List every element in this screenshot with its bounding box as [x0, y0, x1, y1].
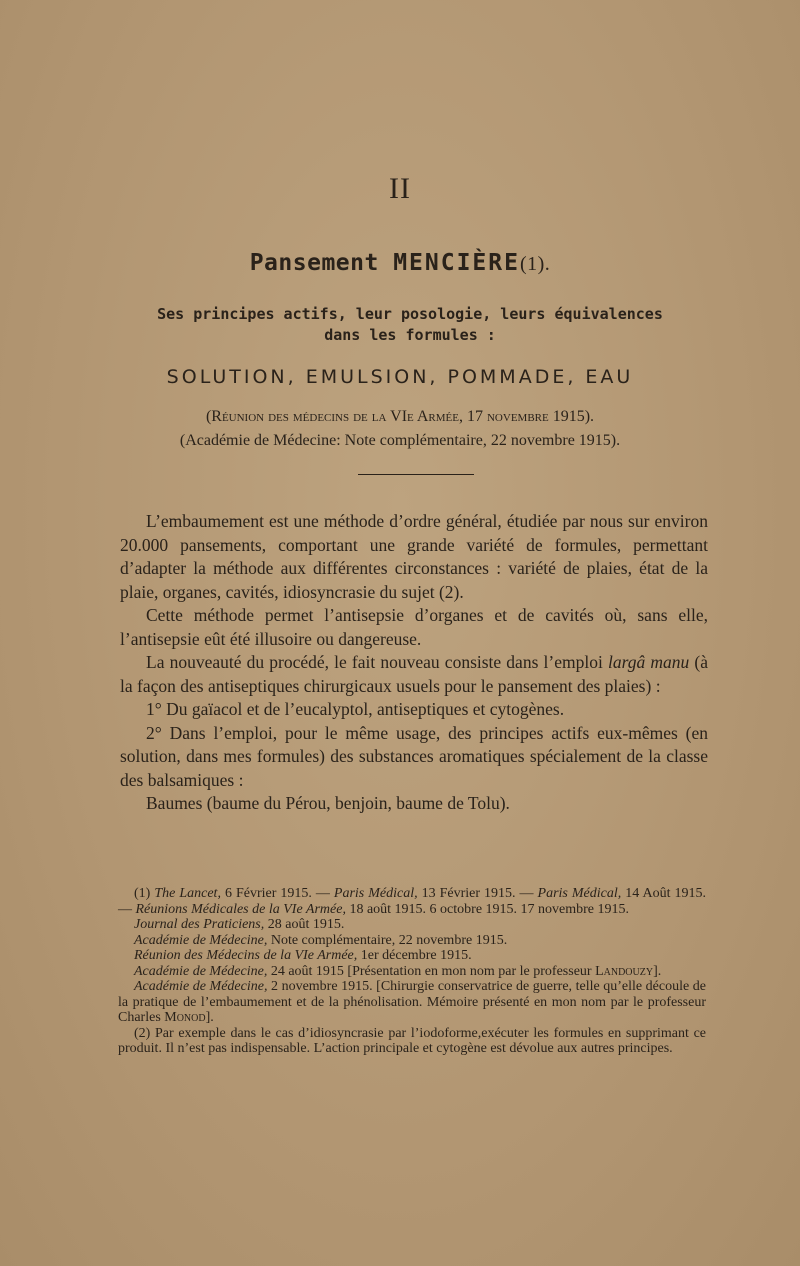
footnote-academie-1-source: Académie de Médecine,: [134, 932, 268, 948]
chapter-number: II: [389, 172, 411, 205]
footnotes: [118, 886, 706, 1057]
footnote-reunion: [118, 948, 706, 964]
footnote-academie-3-text: 2 novembre 1915. [Chirurgie conservatrice de guerre, telle qu’elle découle de la pratique de l’embaumement et de la phénolisation. Mémoire présenté en mon nom par le professeur Charles: [118, 979, 706, 1025]
footnote-academie-1: [118, 933, 706, 949]
footnote-1-source-d: Réunions Médicales de la VIe Armée,: [135, 901, 346, 917]
paragraph-6: Baumes (baume du Pérou, benjoin, baume de Tolu).: [146, 793, 510, 813]
section-subtitle: [110, 304, 710, 346]
footnote-academie-3-end: ].: [205, 1010, 214, 1025]
paragraph-2: Cette méthode permet l’antisepsie d’organes et de cavités où, sans elle, l’antisepsie eût été illusoire ou dangereuse.: [120, 605, 708, 649]
footnote-1-date-a: 6 Février 1915. —: [220, 886, 334, 901]
meeting-year: 1915).: [552, 408, 595, 425]
paragraph-3-start: La nouveauté du procédé, le fait nouveau consiste dans l’emploi: [146, 652, 608, 672]
formats-heading: SOLUTION, EMULSION, POMMADE, EAU: [166, 366, 634, 388]
footnote-1-source-b: Paris Médical,: [333, 886, 418, 901]
subtitle-line-1: Ses principes actifs, leur posologie, leurs équivalences: [157, 305, 663, 323]
footnote-1-number: (1): [134, 886, 151, 901]
footnote-journal-date: 28 août 1915.: [264, 917, 345, 932]
paragraph-3-italic: largâ manu: [607, 652, 690, 672]
footnote-academie-2-end: ].: [653, 963, 662, 979]
footnote-1-date-b: 13 Février 1915. —: [417, 886, 538, 901]
subtitle-line-2: dans les formules :: [324, 326, 496, 344]
footnote-academie-1-date: Note complémentaire, 22 novembre 1915.: [267, 932, 508, 948]
paragraph-4: 1° Du gaïacol et de l’eucalyptol, antiseptiques et cytogènes.: [146, 699, 565, 719]
footnote-1: [118, 886, 706, 917]
footnote-academie-3: [118, 979, 706, 1026]
footnote-reunion-source: Réunion des Médecins de la VIe Armée,: [134, 948, 358, 963]
paragraph-5: 2° Dans l’emploi, pour le même usage, des principes actifs eux-mêmes (en solution, dans mes formules) des substances aromatiques spécialement de la classe des balsamiques :: [120, 722, 708, 790]
footnote-academie-2-text: 24 août 1915 [Présentation en mon nom par le professeur: [267, 963, 596, 979]
footnote-academie-2-source: Académie de Médecine,: [134, 963, 268, 979]
footnote-1-date-c: 14 Août 1915. —: [118, 886, 706, 917]
meeting-references: [0, 405, 800, 453]
paragraph-1: L’embaumement est une méthode d’ordre général, étudiée par nous sur environ 20.000 pansements, comportant une grande variété de formules, permettant d’adapter la méthode aux différentes circonstances : variété de plaies, état de la plaie, organes, cavités, idiosyncrasie du sujet (2).: [120, 511, 708, 602]
meeting-line-1: [0, 405, 800, 429]
footnote-academie-3-name: Monod: [164, 1010, 206, 1025]
footnote-reunion-date: 1er décembre 1915.: [357, 948, 472, 963]
footnote-1-date-d: 18 août 1915. 6 octobre 1915. 17 novembre 1915.: [345, 901, 630, 917]
body-text: [120, 510, 708, 816]
meeting-caps: Réunion des médecins de la VIe Armée, 17 novembre: [211, 408, 549, 425]
footnote-journal: [118, 917, 706, 933]
footnote-academie-2-name: Landouzy: [595, 963, 654, 979]
footnote-2: (2) Par exemple dans le cas d’idiosyncrasie par l’iodoforme,exécuter les formules en supprimant ce produit. Il n’est pas indispensable. L’action principale et cytogène est dévolue aux autres principes.: [118, 1025, 706, 1056]
paragraph-3: [120, 651, 708, 698]
title-word-menciere: MENCIÈRE: [393, 250, 520, 276]
paragraph-3-end: (à la façon des antiseptiques chirurgicaux usuels pour le pansement des plaies) :: [120, 652, 708, 696]
title-word-pansement: Pansement: [249, 250, 379, 276]
footnote-journal-source: Journal des Praticiens,: [134, 917, 265, 932]
footnote-academie-2: [118, 964, 706, 980]
divider-rule: [358, 474, 474, 475]
footnote-academie-3-source: Académie de Médecine,: [134, 979, 268, 994]
footnote-1-source-a: The Lancet,: [154, 886, 221, 901]
title-footnote-ref: (1).: [519, 253, 551, 275]
footnote-1-source-c: Paris Médical,: [537, 886, 622, 901]
meeting-paren: (: [205, 408, 212, 425]
meeting-line-2: (Académie de Médecine: Note complémentaire, 22 novembre 1915).: [179, 432, 621, 449]
section-title: [0, 250, 800, 276]
